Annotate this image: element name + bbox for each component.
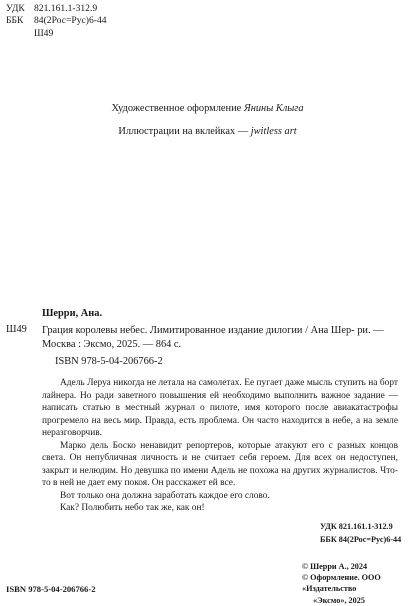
bbk-row <box>6 15 107 27</box>
footer-bbk: ББК 84(2Рос=Рус)6-44 <box>320 534 402 544</box>
annotation-paragraph: Вот только она должна заработать каждое его слово. <box>60 490 270 501</box>
udk-label: УДК <box>6 3 25 14</box>
illustration-credit <box>0 126 415 137</box>
entry-cutter: Ш49 <box>6 324 27 335</box>
footer-classification <box>320 521 401 547</box>
copyright-design: © Оформление. ООО «Издательство <box>302 573 381 594</box>
annotation-paragraph: Как? Полюбить небо так же, как он! <box>60 503 205 513</box>
udk-row <box>6 3 107 15</box>
annotation <box>42 377 398 515</box>
entry-author: Шерри, Ана. <box>42 308 103 319</box>
illustration-credit-prefix: Иллюстрации на вклейках — <box>118 126 249 137</box>
isbn-bottom: ISBN 978-5-04-206766-2 <box>6 584 96 594</box>
entry-isbn: ISBN 978-5-04-206766-2 <box>55 356 163 367</box>
cutter-code: Ш49 <box>34 27 54 39</box>
entry-description: Грация королевы небес. Лимитированное издание дилогии / Ана Шер- ри. — Москва : Эксмо, 2025. — 864 с. <box>42 325 384 350</box>
bbk-label: ББК <box>6 15 24 27</box>
design-credit <box>0 103 415 114</box>
copyright-author: © Шерри А., 2024 <box>302 562 368 571</box>
illustration-credit-name: jwitless art <box>250 126 297 137</box>
copyright-design-cont: «Эксмо», 2025 <box>313 595 365 605</box>
footer-udk: УДК 821.161.1-312.9 <box>320 522 393 531</box>
design-credit-prefix: Художественное оформление <box>111 103 242 114</box>
udk-code: 821.161.1-312.9 <box>34 3 98 14</box>
design-credit-name: Янины Клыга <box>243 103 304 114</box>
classification-block <box>6 3 107 40</box>
cutter-row <box>6 28 107 40</box>
annotation-paragraph: Адель Леруа никогда не летала на самолетах. Ее пугает даже мысль ступить на борт лайнера. Но ради заветного повышения ей необходимо выполнить важное задание — написать статью в местный журнал о пилоте, имя которого после авиакатастрофы прогремело на весь мир. Правда, есть проблема. Он часто находится в небе, а на земле неразговорчив. <box>42 378 398 438</box>
annotation-paragraph: Марко дель Боско ненавидит репортеров, которые атакуют его с разных концов света. Он непубличная личность и не считает себя героем. Для всех он недоступен, закрыт и нелюдим. Но девушка по имени Адель не похожа на других журналистов. Что-то в ней не дает ему покоя. Он расскажет ей все. <box>42 440 398 488</box>
bbk-code: 84(2Рос=Рус)6-44 <box>34 15 107 27</box>
copyright-block <box>302 561 415 606</box>
